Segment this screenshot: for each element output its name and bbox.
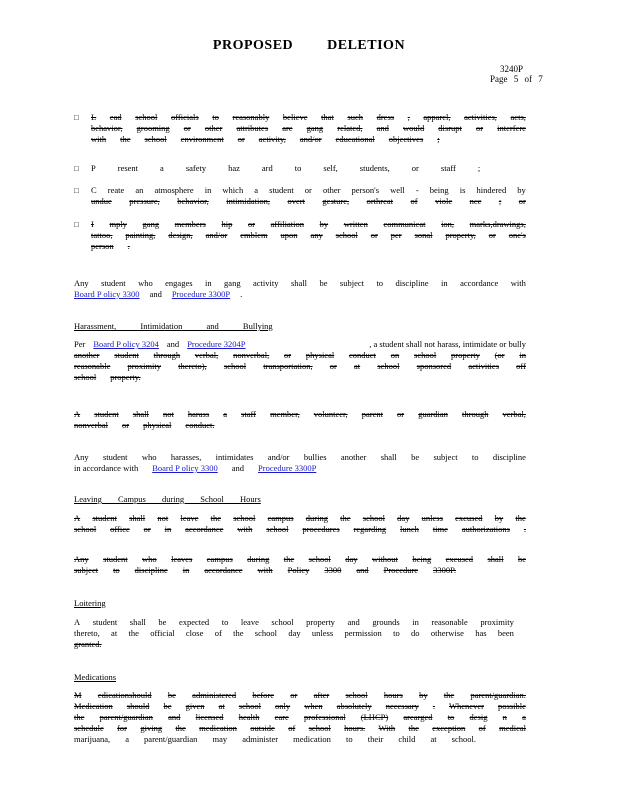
paragraph-line: A student shall not leave the school campus during the school day unless excused by the	[74, 513, 526, 523]
document-number: 3240P	[500, 64, 524, 74]
paragraph-line: marijuana, a parent/guardian may administer medication to their child at school.	[74, 734, 476, 744]
board-policy-3300-link[interactable]: Board P olicy 3300	[152, 463, 218, 473]
bullet-line: P resent a safety haz ard to self, students, or staff ;	[91, 163, 481, 173]
bullet-item	[74, 112, 526, 145]
procedure-3300p-link[interactable]: Procedure 3300P	[258, 463, 317, 473]
board-policy-3204-link[interactable]: Board P olicy 3204	[93, 339, 159, 349]
paragraph-line: school property.	[74, 372, 141, 382]
bullet-icon: □	[74, 164, 79, 173]
bullet-item	[74, 185, 526, 207]
medications-heading: Medications	[74, 672, 117, 682]
paragraph-line: Any student who engages in gang activity shall be subject to discipline in accordance with	[74, 278, 526, 288]
staff-harassment-paragraph	[74, 409, 526, 431]
paragraph-line: A student shall be expected to leave school property and grounds in reasonable proximity	[74, 617, 514, 627]
bullet-item	[74, 219, 526, 252]
paragraph-line: A student shall not harass a staff member, volunteer, parent or guardian through verbal,	[74, 409, 526, 419]
bullet-line: person .	[91, 241, 130, 251]
bullet-line: C reate an atmosphere in which a student or other person's well - being is hindered by	[91, 185, 526, 195]
paragraph-line: thereto, at the official close of the school day unless permission to do otherwise has been	[74, 628, 514, 638]
bullet-icon: □	[74, 220, 79, 229]
procedure-3204p-link[interactable]: Procedure 3204P	[187, 339, 246, 349]
paragraph-line: Any student who harasses, intimidates and/or bullies another shall be subject to discipline	[74, 452, 526, 462]
gang-discipline-paragraph	[74, 278, 526, 300]
board-policy-3300-link[interactable]: Board P olicy 3300	[74, 289, 140, 299]
period-text: .	[240, 289, 243, 299]
procedure-3300p-link[interactable]: Procedure 3300P	[171, 289, 231, 299]
paragraph-line: schedule for giving the medication outside of school hours. With the exception of medical	[74, 723, 526, 733]
conjunction-text: and	[166, 339, 180, 349]
paragraph-line: the parent/guardian and licensed health care professional (LHCP) arearged to desig n a	[74, 712, 526, 722]
paragraph-line: subject to discipline in accordance with Policy 3300 and Procedure 3300P.	[74, 565, 456, 575]
leaving-campus-paragraph	[74, 513, 526, 535]
paragraph-line: , a student shall not harass, intimidate or bully	[369, 339, 526, 349]
paragraph-line: school office or in accordance with school procedures regarding lunch time authorizations .	[74, 524, 526, 534]
bullet-item	[74, 163, 526, 174]
paragraph-line: Any student who leaves campus during the school day without being excused shall be	[74, 554, 526, 564]
leaving-campus-heading: Leaving Campus during School Hours	[74, 494, 261, 504]
paragraph-line: M edicationshould be administered before or after school hours by the parent/guardian.	[74, 690, 526, 700]
bullet-line: L ead school officials to reasonably believe that such dress , apparel, activities, acts,	[91, 112, 526, 122]
loitering-paragraph	[74, 617, 514, 650]
per-text: Per	[74, 339, 86, 349]
page-title: PROPOSED DELETION	[212, 38, 406, 53]
bullet-icon: □	[74, 113, 79, 122]
leaving-campus-discipline-paragraph	[74, 554, 526, 576]
harassment-discipline-paragraph	[74, 452, 526, 474]
bullet-line: with the school environment or activity, and/or educational objectives ;	[91, 134, 440, 144]
paragraph-line: another student through verbal, nonverbal, or physical conduct on school property (or in	[74, 350, 526, 360]
medications-paragraph	[74, 690, 526, 745]
page-number: Page 5 of 7	[490, 74, 543, 84]
conjunction-text: and	[149, 289, 162, 299]
bullet-line: behavior, grooming or other attributes are gang related, and would disrupt or interfere	[91, 123, 526, 133]
paragraph-line: nonverbal or physical conduct.	[74, 420, 215, 430]
harassment-paragraph	[74, 339, 526, 383]
bullet-line: tattoo, painting, design, and/or emblem upon any school or per sonal property, or one's	[91, 230, 526, 240]
bullet-icon: □	[74, 186, 79, 195]
paragraph-line: Medication should be given at school only when absolutely necessary . Whenever possible	[74, 701, 526, 711]
loitering-heading: Loitering	[74, 598, 106, 608]
bullet-line: undue pressure, behavior, intimidation, overt gesture, orthreat of viole nce ; or	[91, 196, 526, 206]
paragraph-line: granted.	[74, 639, 102, 649]
paragraph-line: reasonable proximity thereto), school transportation, or at school sponsored activities off	[74, 361, 526, 371]
conjunction-text: and	[231, 463, 245, 473]
harassment-heading: Harassment, Intimidation and Bullying	[74, 321, 273, 331]
bullet-line: I mply gang members hip or affiliation by written communicat ion, marks,drawings,	[91, 219, 526, 229]
paragraph-line: in accordance with	[74, 463, 139, 473]
